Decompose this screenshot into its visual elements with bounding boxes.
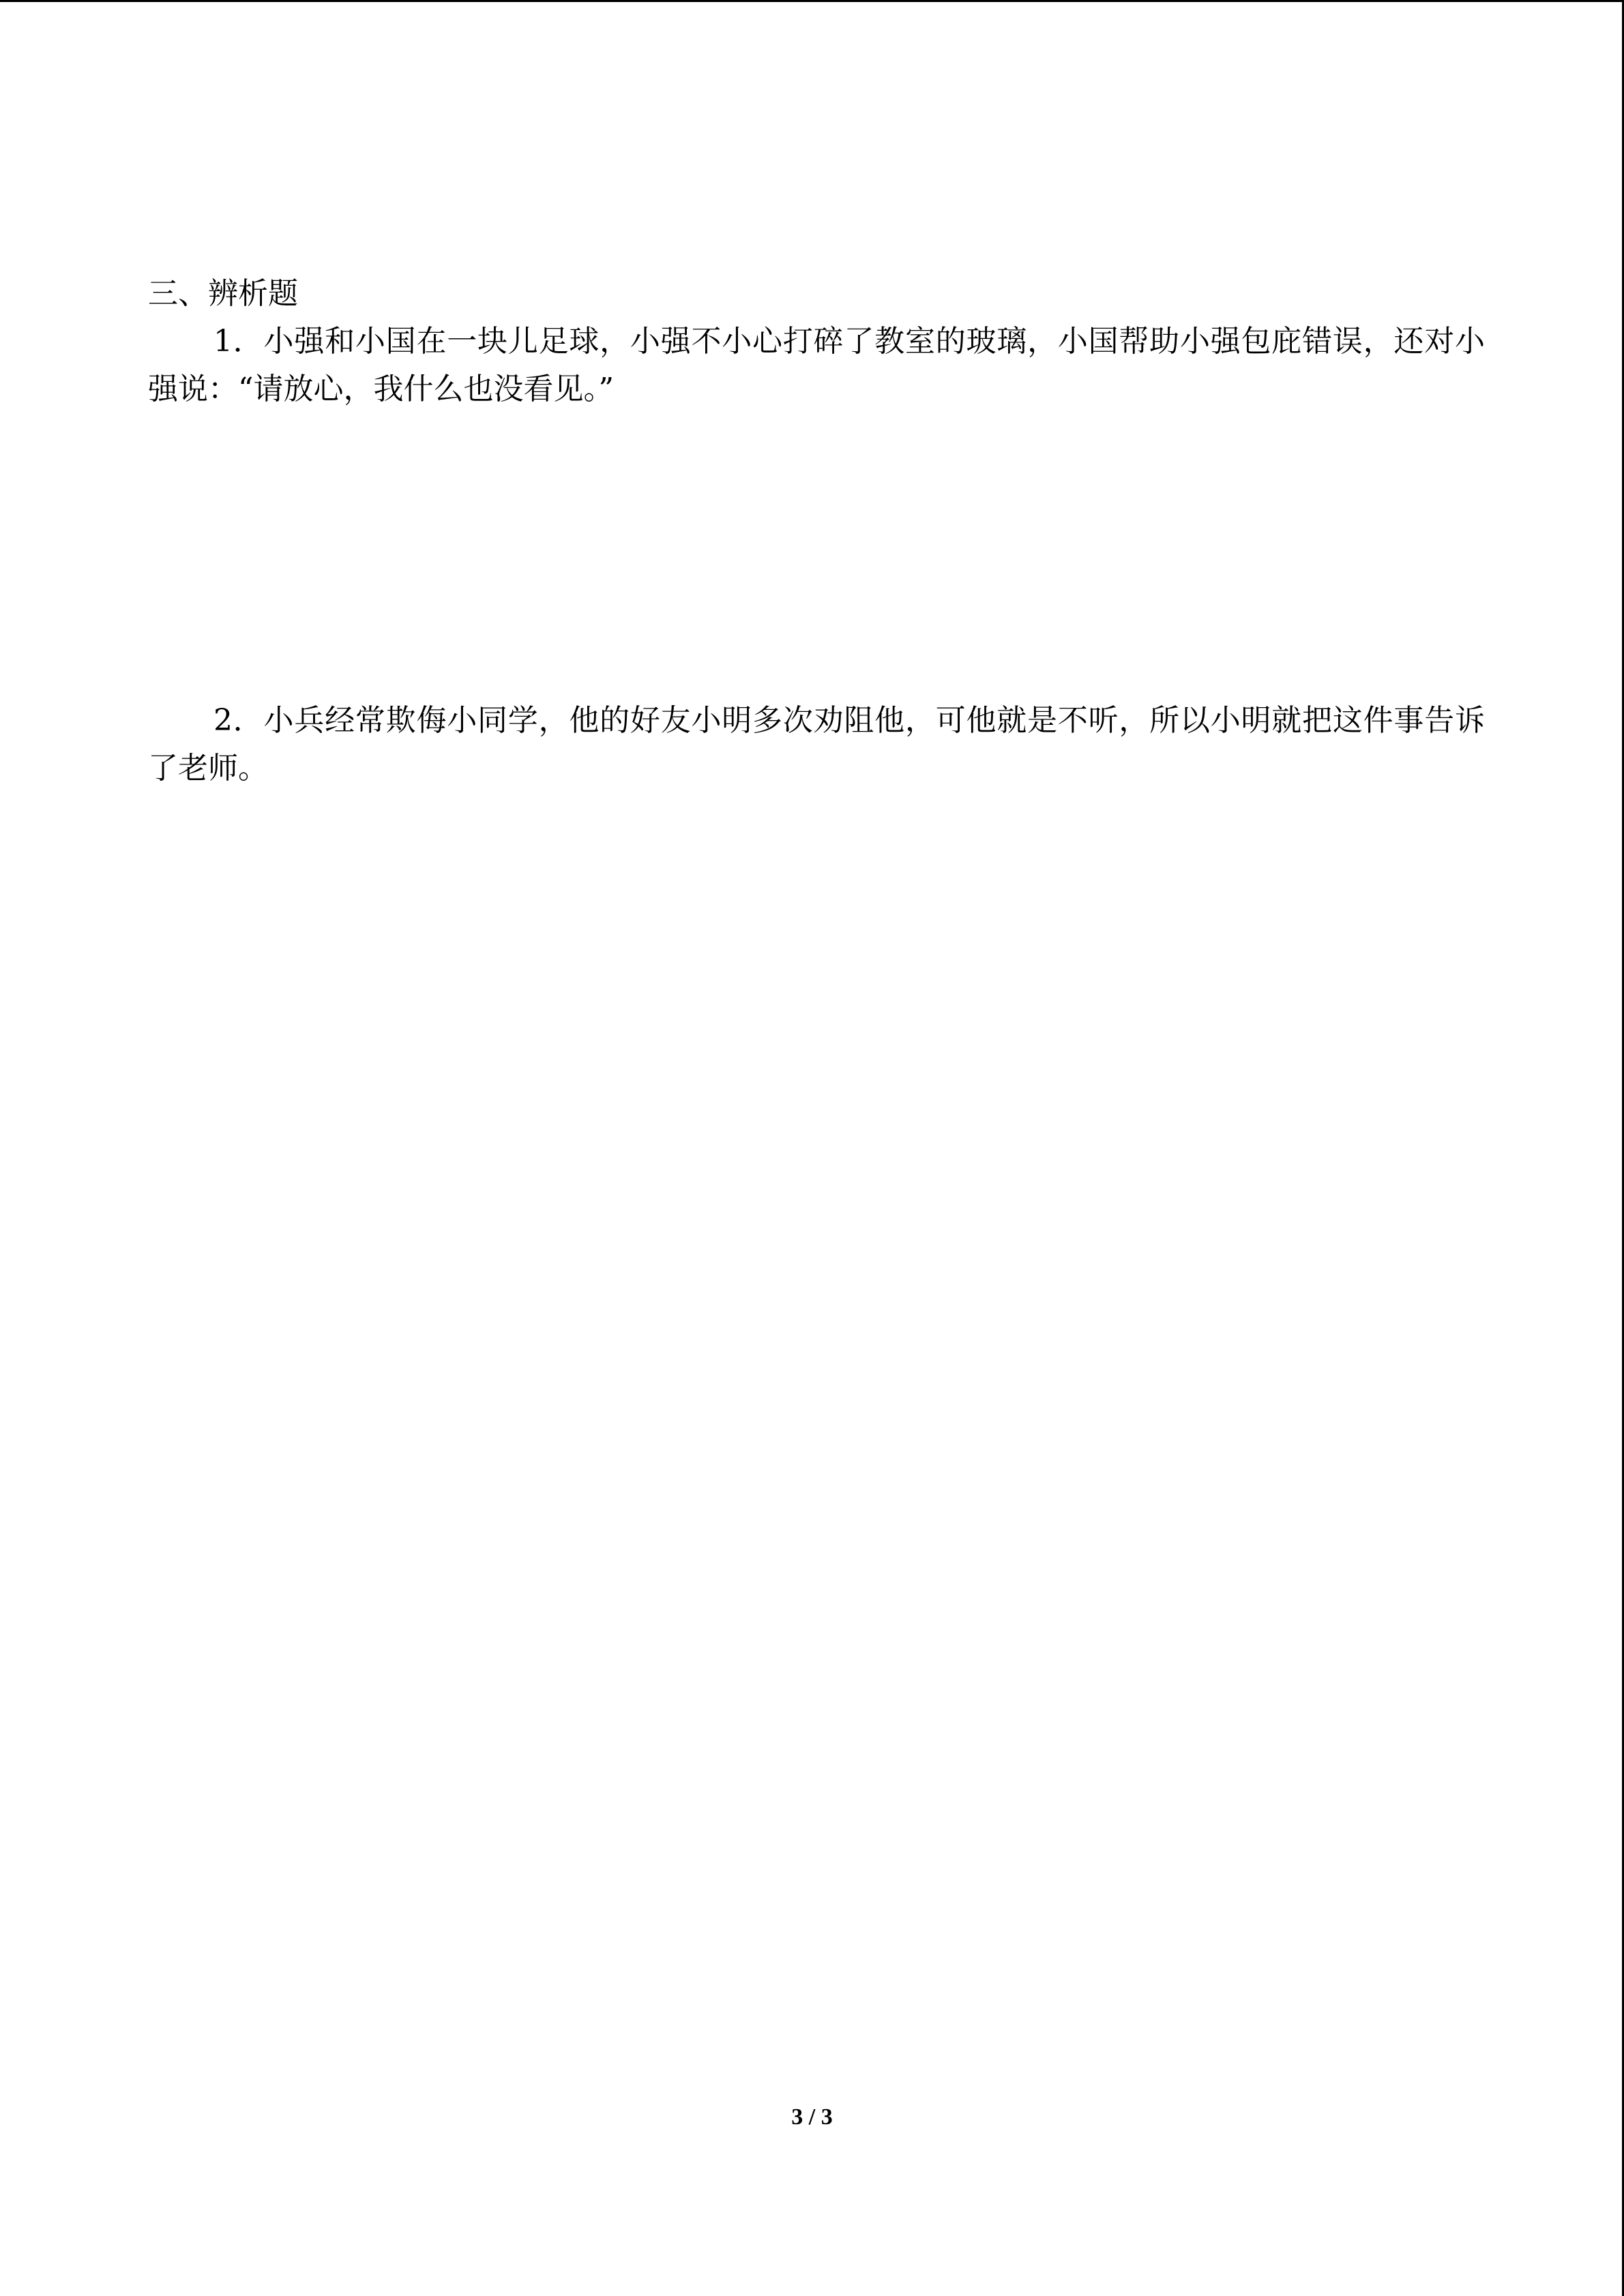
question-2: 2．小兵经常欺侮小同学，他的好友小明多次劝阻他，可他就是不听，所以小明就把这件事告诉了老师。 (148, 703, 1485, 786)
document-body (148, 270, 1485, 792)
page-number: 3 / 3 (791, 2104, 833, 2130)
section-title: 三、辨析题 (148, 276, 298, 311)
top-border-line (0, 0, 1624, 2)
question-1: 1．小强和小国在一块儿足球，小强不小心打碎了教室的玻璃，小国帮助小强包庇错误，还对小强说：“请放心，我什么也没看见。” (148, 324, 1485, 406)
